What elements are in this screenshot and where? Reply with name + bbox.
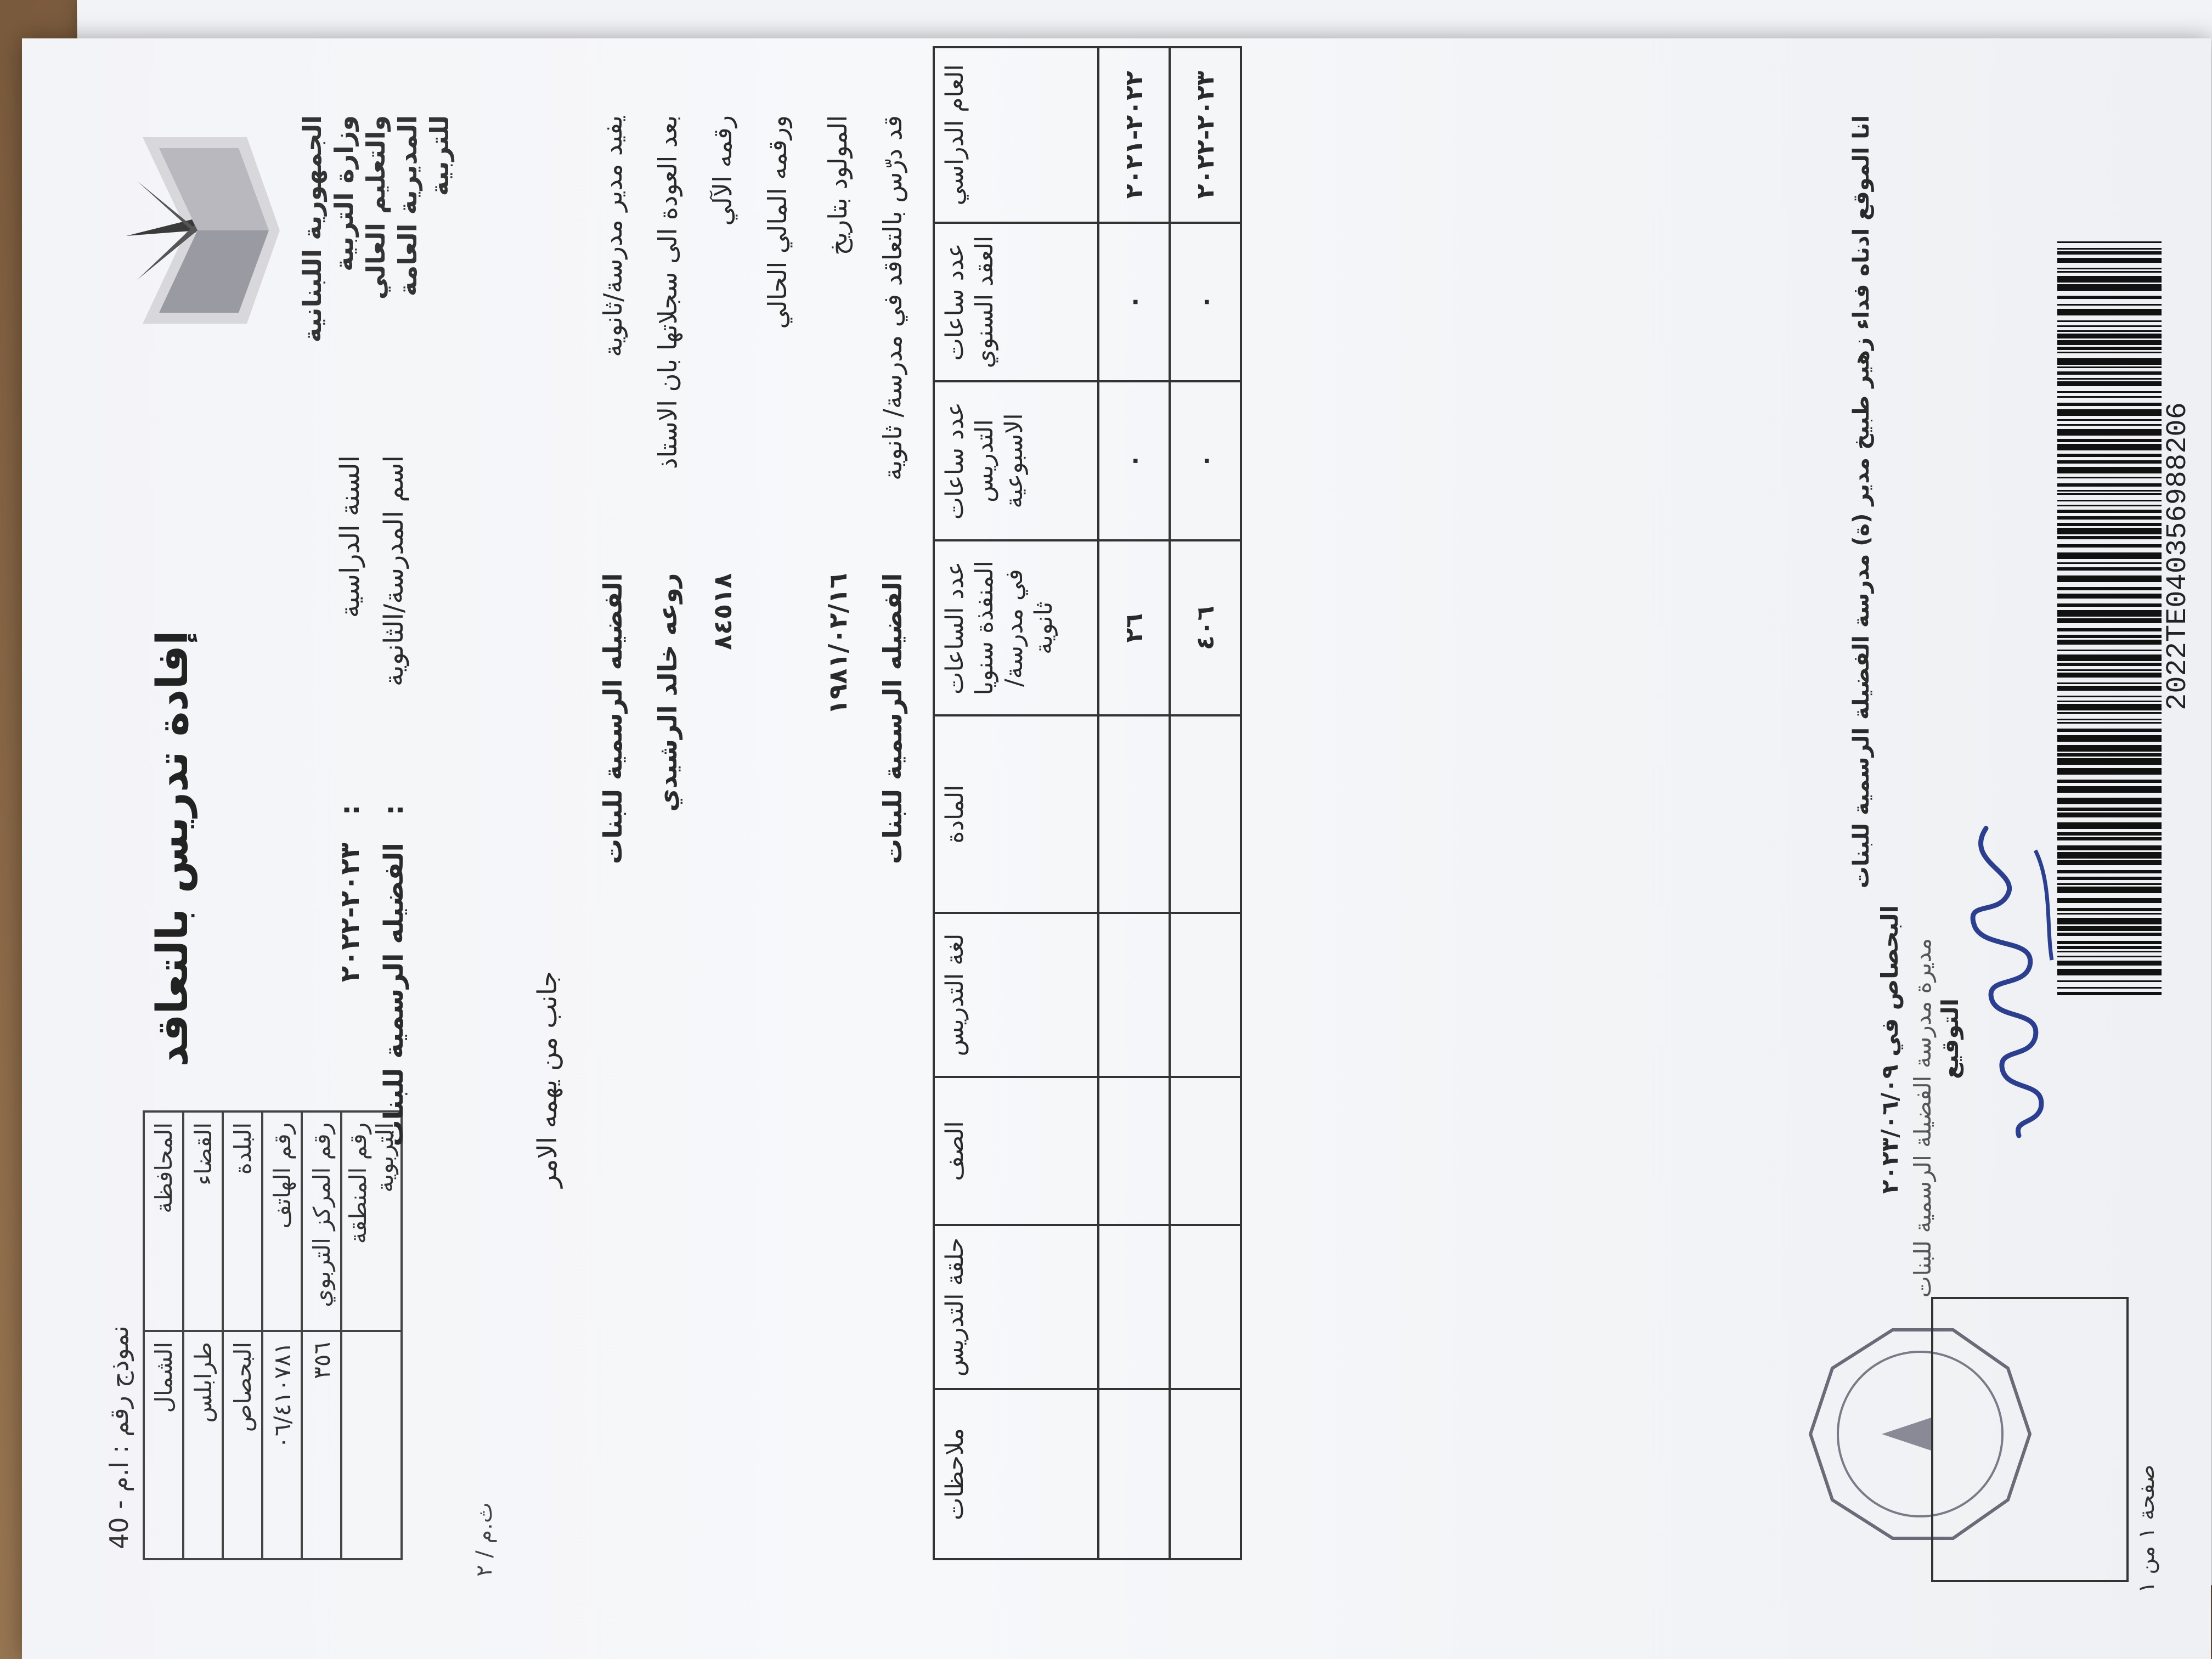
barcode-bar (2057, 296, 2162, 299)
barcode-bar (2057, 567, 2162, 571)
info-value: البحصاص (223, 1331, 262, 1559)
barcode-bar (2057, 304, 2162, 306)
column-header: حلقة التدريس (934, 1225, 1098, 1390)
column-header: العام الدراسي (934, 47, 1098, 223)
page-count: صفحة ١ من ١ (2134, 1464, 2159, 1593)
colon: : (335, 804, 365, 834)
barcode-bar (2057, 516, 2162, 520)
table-cell (1170, 1225, 1241, 1390)
table-header-row (934, 47, 1098, 1559)
barcode-number: 2022TE040356988206 (2162, 402, 2194, 710)
barcode-bar (2057, 992, 2162, 995)
document-sheet (22, 38, 2211, 1659)
barcode-bar (2057, 483, 2162, 487)
form-number: نموذج رقم : ا.م - 40 (104, 1325, 134, 1549)
ministry-logo-icon (121, 115, 285, 346)
barcode-bar (2057, 686, 2162, 691)
table-cell (1098, 913, 1170, 1077)
barcode-bar (2057, 908, 2162, 911)
info-value: ٣٥٦ (302, 1331, 341, 1559)
barcode-bar (2057, 536, 2162, 539)
table-row (302, 1111, 341, 1559)
school-name-label: اسم المدرسة/الثانوية (379, 455, 409, 687)
barcode-bar (2057, 325, 2162, 327)
barcode-bar (2057, 956, 2162, 957)
body-label: رقمه الآلي (708, 115, 737, 226)
barcode-icon (2057, 112, 2162, 1001)
teaching-hours-table (933, 46, 1242, 1560)
info-label: القضاء (183, 1111, 223, 1331)
table-cell (1170, 715, 1241, 912)
table-row (262, 1111, 302, 1559)
table-cell (1170, 1077, 1241, 1225)
page-code: ث.م / ٢ (472, 1502, 497, 1577)
barcode-bar (2057, 712, 2162, 714)
column-header: ملاحظات (934, 1389, 1098, 1559)
barcode-bar (2057, 918, 2162, 924)
barcode-bar (2057, 877, 2162, 880)
to-whom-it-may-concern: جانب من يهمه الامر (532, 971, 563, 1188)
barcode-bar (2057, 729, 2162, 732)
body-label: ورقمه المالي الحالي (763, 115, 792, 329)
handwritten-signature-icon (1953, 806, 2063, 1158)
column-header: عدد ساعات التدريس الاسبوعية (934, 381, 1098, 540)
table-row (1098, 47, 1170, 1559)
info-value: الشمال (144, 1331, 183, 1559)
barcode-bar (2057, 403, 2162, 406)
info-value (341, 1331, 402, 1559)
barcode-bar (2057, 381, 2162, 386)
barcode-bar (2057, 276, 2162, 283)
column-header: عدد ساعات العقد السنوي (934, 223, 1098, 382)
table-row (341, 1111, 402, 1559)
barcode-bar (2057, 758, 2162, 765)
barcode-bar (2057, 587, 2162, 590)
barcode-bar (2057, 352, 2162, 353)
ministry-line: المديرية العامة للتربية (393, 115, 454, 297)
table-row (1170, 47, 1241, 1559)
barcode-bar (2057, 832, 2162, 836)
barcode-bar (2057, 898, 2162, 903)
body-line (878, 115, 907, 864)
barcode-bar (2057, 780, 2162, 783)
column-header: الصف (934, 1077, 1098, 1225)
ministry-line: وزارة التربية والتعليم العالي (329, 115, 391, 300)
barcode-bar (2057, 248, 2162, 250)
colon: : (379, 804, 409, 834)
barcode-bar (2057, 378, 2162, 380)
body-label: قد درّس بالتعاقد في مدرسة/ ثانوية (878, 115, 907, 481)
barcode-bar (2057, 941, 2162, 944)
barcode-bar (2057, 610, 2162, 617)
info-label: البلدة (223, 1111, 262, 1331)
barcode-bar (2057, 429, 2162, 436)
table-cell (1098, 1225, 1170, 1390)
body-value: ٨٤٥١٨ (708, 573, 737, 651)
column-header: عدد الساعات المنفذة سنويا في مدرسة/ثانوية (934, 540, 1098, 716)
barcode-bar (2057, 887, 2162, 893)
barcode-bar (2057, 320, 2162, 322)
barcode-bar (2057, 284, 2162, 291)
signer-title: مديرة مدرسة الفضيلة الرسمية للبنات (1909, 938, 1936, 1298)
barcode-bar (2057, 961, 2162, 966)
barcode-bar (2057, 883, 2162, 885)
barcode-bar (2057, 913, 2162, 915)
barcode-bar (2057, 460, 2162, 464)
document-content (22, 38, 2211, 1659)
barcode-bar (2057, 334, 2162, 338)
barcode-bar (2057, 640, 2162, 645)
barcode-bar (2057, 635, 2162, 638)
barcode-bar (2057, 544, 2162, 548)
barcode-bar (2057, 467, 2162, 473)
barcode-bar (2057, 366, 2162, 368)
barcode-bar (2057, 669, 2162, 671)
barcode-bar (2057, 603, 2162, 607)
barcode-bar (2057, 251, 2162, 255)
barcode-bar (2057, 753, 2162, 757)
table-cell (1170, 913, 1241, 1077)
barcode-bar (2057, 562, 2162, 564)
table-cell: ٤٠٦ (1170, 540, 1241, 716)
barcode-bar (2057, 528, 2162, 534)
table-cell: ٢٦ (1098, 540, 1170, 716)
barcode-bar (2057, 268, 2162, 269)
barcode-bar (2057, 340, 2162, 345)
barcode-bar (2057, 951, 2162, 952)
table-row (223, 1111, 262, 1559)
table-cell: ٠ (1098, 223, 1170, 382)
academic-year-row (335, 455, 365, 982)
barcode-bar (2057, 852, 2162, 859)
barcode-bar (2057, 812, 2162, 817)
barcode-bar (2057, 628, 2162, 631)
barcode-bar (2057, 663, 2162, 666)
place-and-date: البحصاص في ٢٠٢٣/٠٦/٠٩ (1876, 905, 1903, 1194)
school-name-value: الفضيله الرسمية للبنات (379, 843, 409, 1147)
ministry-name (296, 115, 455, 357)
column-header: المادة (934, 715, 1098, 912)
barcode-bar (2057, 505, 2162, 506)
barcode-bar (2057, 493, 2162, 495)
info-label: المحافظة (144, 1111, 183, 1331)
barcode-bar (2057, 347, 2162, 350)
barcode-bar (2057, 837, 2162, 840)
barcode-bar (2057, 439, 2162, 442)
table-cell: ٠ (1170, 223, 1241, 382)
barcode-bar (2057, 969, 2162, 975)
barcode-bar (2057, 654, 2162, 661)
barcode-bar (2057, 523, 2162, 526)
ministry-line: الجمهورية اللبنانية (297, 115, 327, 343)
barcode-bar (2057, 704, 2162, 710)
barcode-bar (2057, 444, 2162, 450)
barcode-bar (2057, 371, 2162, 375)
barcode-bar (2057, 786, 2162, 793)
stamp-box (1931, 1297, 2129, 1582)
barcode-bar (2057, 575, 2162, 582)
barcode-bar (2057, 271, 2162, 273)
barcode-bar (2057, 798, 2162, 804)
body-value: الفضيله الرسمية للبنات (878, 573, 907, 865)
info-value: ٠٦/٤١٠٧٨١ (262, 1331, 302, 1559)
document-title: إفادة تدريس بالتعاقد (148, 630, 198, 1067)
signature-label: التوقيع (1937, 998, 1963, 1079)
barcode-bar (2057, 490, 2162, 492)
info-label: رقم الهاتف (262, 1111, 302, 1331)
body-value: الفضيله الرسمية للبنات (598, 573, 628, 865)
barcode-bar (2057, 424, 2162, 426)
info-label: رقم المركز التربوي (302, 1111, 341, 1331)
barcode-bar (2057, 673, 2162, 678)
school-name-row (379, 455, 409, 1147)
barcode-bar (2057, 552, 2162, 559)
barcode-bar (2057, 745, 2162, 752)
barcode-bar (2057, 808, 2162, 811)
barcode-bar (2057, 822, 2162, 829)
barcode-bar (2057, 980, 2162, 982)
academic-year-value: ٢٠٢٣-٢٠٢٢ (335, 843, 365, 983)
barcode-bar (2057, 722, 2162, 724)
table-cell (1170, 1389, 1241, 1559)
barcode-bar (2057, 987, 2162, 989)
column-header: لغة التدريس (934, 913, 1098, 1077)
table-cell (1098, 1077, 1170, 1225)
barcode-bar (2057, 409, 2162, 416)
barcode-bar (2057, 946, 2162, 949)
body-line (763, 115, 792, 565)
barcode-bar (2057, 768, 2162, 775)
barcode-bar (2057, 682, 2162, 684)
barcode-bar (2057, 696, 2162, 697)
barcode-bar (2057, 594, 2162, 599)
barcode-bar (2057, 510, 2162, 513)
barcode-bar (2057, 358, 2162, 365)
body-line (653, 115, 682, 812)
body-label: بعد العودة الى سجلاتها بان الاستاذ (653, 115, 682, 469)
academic-year-label: السنة الدراسية (335, 455, 365, 618)
barcode-bar (2057, 477, 2162, 478)
body-label: يفيد مدير مدرسة/ثانوية (598, 115, 628, 357)
barcode-bar (2057, 419, 2162, 421)
body-line (823, 115, 853, 715)
barcode-bar (2057, 735, 2162, 742)
barcode-bar (2057, 258, 2162, 263)
barcode-bar (2057, 454, 2162, 457)
barcode-bar (2057, 650, 2162, 651)
barcode-bar (2057, 926, 2162, 931)
table-cell: ٠ (1098, 381, 1170, 540)
barcode-bar (2057, 618, 2162, 623)
barcode-bar (2057, 719, 2162, 720)
barcode-bar (2057, 391, 2162, 393)
body-value: روعه خالد الرشيدي (653, 573, 682, 812)
barcode-bar (2057, 860, 2162, 865)
barcode-bar (2057, 241, 2162, 243)
table-cell: ٢٠٢٢-٢٠٢١ (1098, 47, 1170, 223)
body-line (708, 115, 737, 650)
barcode-bar (2057, 701, 2162, 702)
body-value: ١٩٨١/٠٢/١٦ (823, 573, 853, 715)
body-line (598, 115, 628, 864)
declaration-note: انا الموقع ادناه فداء زهير طبيخ مدير (ة) مدرسة الفضيلة الرسمية للبنات (1849, 115, 1874, 889)
table-cell: ٢٠٢٣-٢٠٢٢ (1170, 47, 1241, 223)
barcode-bar (2057, 870, 2162, 873)
info-label: رقم المنطقة التربوية (341, 1111, 402, 1331)
body-label: المولود بتاريخ (823, 115, 853, 256)
barcode-bar (2057, 330, 2162, 332)
table-cell (1098, 715, 1170, 912)
barcode-bar (2057, 933, 2162, 936)
barcode-bar (2057, 396, 2162, 398)
barcode-bar (2057, 309, 2162, 315)
table-cell (1098, 1389, 1170, 1559)
table-cell: ٠ (1170, 381, 1241, 540)
barcode-bar (2057, 500, 2162, 501)
barcode-bar (2057, 845, 2162, 850)
info-value: طرابلس (183, 1331, 223, 1559)
